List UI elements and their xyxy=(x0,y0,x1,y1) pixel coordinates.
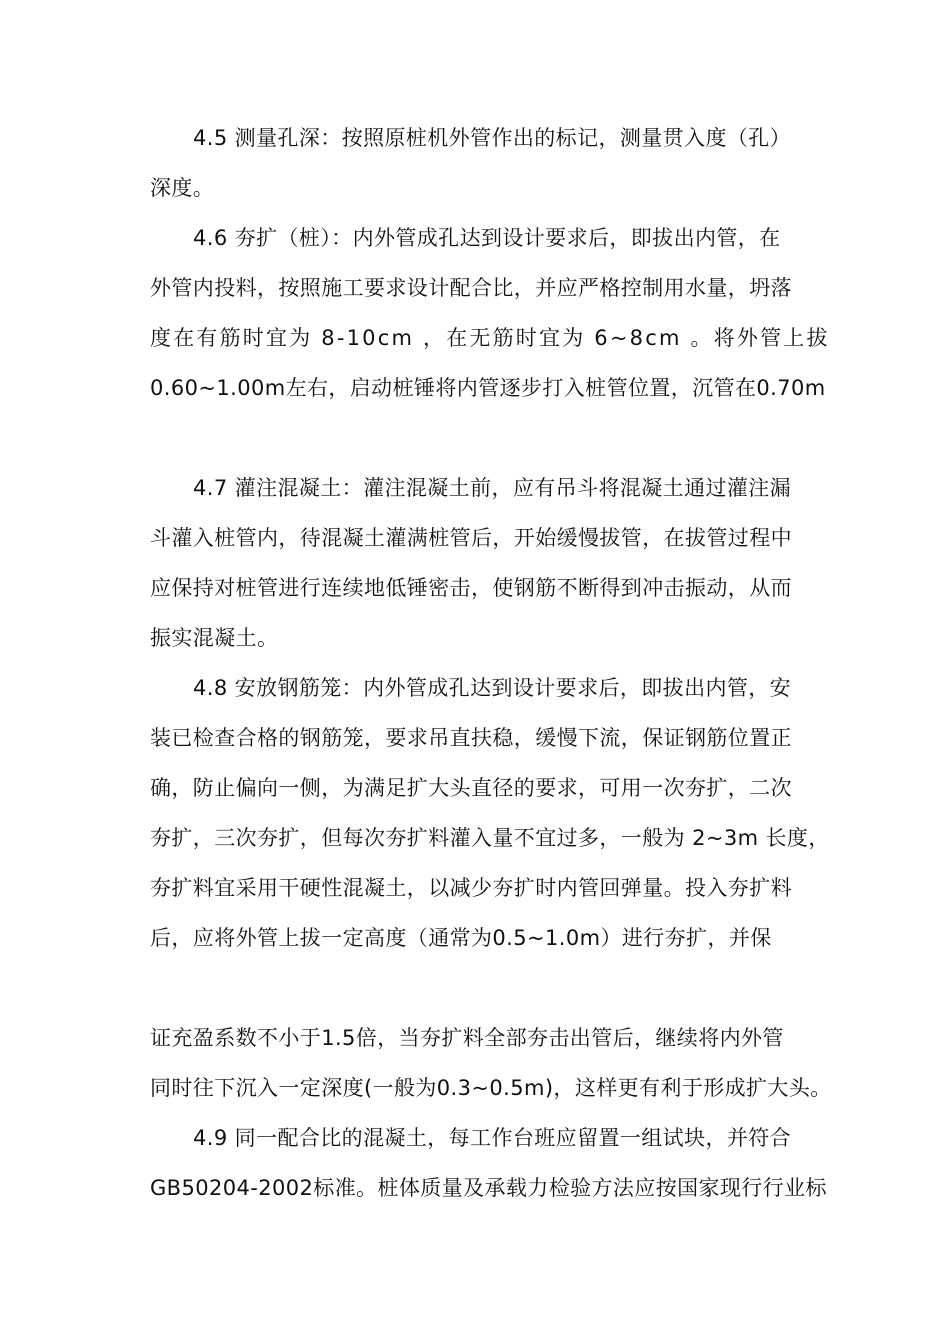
text-line: 4.5 测量孔深：按照原桩机外管作出的标记，测量贯入度（孔） xyxy=(193,126,792,150)
text-line: 斗灌入桩管内，待混凝土灌满桩管后，开始缓慢拔管，在拔管过程中 xyxy=(150,526,792,550)
text-line: 深度。 xyxy=(150,176,215,200)
text-line: 度在有筋时宜为 8-10cm ，在无筋时宜为 6~8cm 。将外管上拔 xyxy=(150,326,830,350)
text-line: 外管内投料，按照施工要求设计配合比，并应严格控制用水量，坍落 xyxy=(150,276,792,300)
text-line: 装已检查合格的钢筋笼，要求吊直扶稳，缓慢下流，保证钢筋位置正 xyxy=(150,726,792,750)
text-line: 4.7 灌注混凝土：灌注混凝土前，应有吊斗将混凝土通过灌注漏 xyxy=(193,476,792,500)
text-line: 0.60~1.00m左右，启动桩锤将内管逐步打入桩管位置，沉管在0.70m xyxy=(150,376,826,400)
text-line: GB50204-2002标准。桩体质量及承载力检验方法应按国家现行行业标 xyxy=(150,1176,827,1200)
text-line: 振实混凝土。 xyxy=(150,626,279,650)
text-line: 同时往下沉入一定深度(一般为0.3~0.5m)，这样更有利于形成扩大头。 xyxy=(150,1076,832,1100)
text-line: 应保持对桩管进行连续地低锤密击，使钢筋不断得到冲击振动，从而 xyxy=(150,576,792,600)
text-line: 4.9 同一配合比的混凝土，每工作台班应留置一组试块，并符合 xyxy=(193,1126,792,1150)
text-line: 确，防止偏向一侧，为满足扩大头直径的要求，可用一次夯扩，二次 xyxy=(150,776,792,800)
text-line: 后，应将外管上拔一定高度（通常为0.5~1.0m）进行夯扩，并保 xyxy=(150,926,772,950)
text-line: 4.8 安放钢筋笼：内外管成孔达到设计要求后，即拔出内管，安 xyxy=(193,676,792,700)
text-line: 夯扩，三次夯扩，但每次夯扩料灌入量不宜过多，一般为 2~3m 长度， xyxy=(150,826,830,850)
text-line: 夯扩料宜采用干硬性混凝土，以减少夯扩时内管回弹量。投入夯扩料 xyxy=(150,876,792,900)
text-line: 证充盈系数不小于1.5倍，当夯扩料全部夯击出管后，继续将内外管 xyxy=(150,1026,784,1050)
text-line: 4.6 夯扩（桩）：内外管成孔达到设计要求后，即拔出内管，在 xyxy=(193,226,781,250)
